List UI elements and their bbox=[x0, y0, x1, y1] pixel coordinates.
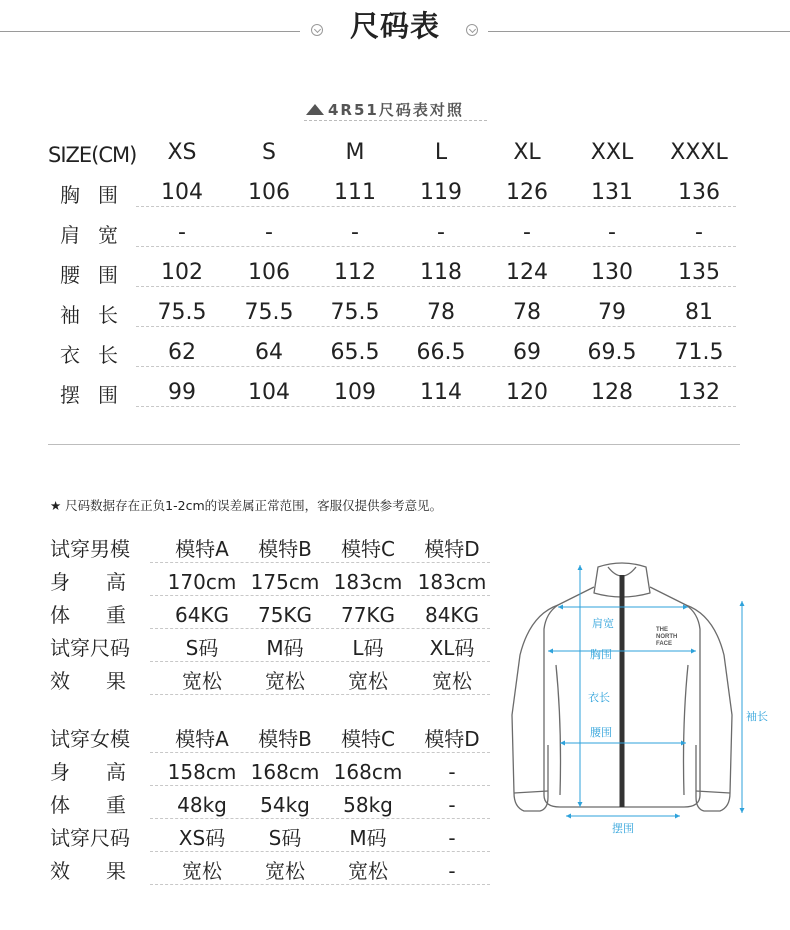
size-corner-label: SIZE(CM) bbox=[48, 143, 137, 167]
size-row-label: 衣长 bbox=[60, 343, 136, 367]
model-column: 模特D bbox=[424, 727, 480, 751]
row-divider bbox=[136, 206, 736, 207]
size-cell: 104 bbox=[161, 180, 203, 205]
row-divider bbox=[150, 752, 490, 753]
model-cell: S码 bbox=[268, 826, 302, 850]
model-cell: 宽松 bbox=[265, 859, 305, 883]
row-divider bbox=[136, 366, 736, 367]
diagram-label-waist: 腰围 bbox=[590, 726, 612, 739]
size-cell: 131 bbox=[591, 180, 633, 205]
subtitle-text: 4R51尺码表对照 bbox=[328, 101, 464, 119]
model-cell: 183cm bbox=[417, 570, 487, 594]
model-cell: L码 bbox=[352, 636, 384, 660]
size-header: XS bbox=[167, 140, 197, 165]
row-divider bbox=[150, 661, 490, 662]
size-cell: - bbox=[265, 220, 273, 245]
size-cell: 109 bbox=[334, 380, 376, 405]
diagram-label-sleeve: 袖长 bbox=[746, 710, 768, 723]
model-column: 模特C bbox=[341, 537, 395, 561]
size-cell: - bbox=[523, 220, 531, 245]
size-cell: 79 bbox=[598, 300, 626, 325]
subtitle-underline bbox=[304, 120, 487, 121]
model-cell: 183cm bbox=[333, 570, 403, 594]
model-cell: 170cm bbox=[167, 570, 237, 594]
model-cell: - bbox=[448, 760, 456, 784]
row-divider bbox=[136, 246, 736, 247]
size-cell: - bbox=[178, 220, 186, 245]
model-cell: - bbox=[448, 826, 456, 850]
diagram-label-length: 衣长 bbox=[588, 691, 610, 704]
model-column: 模特D bbox=[424, 537, 480, 561]
row-divider bbox=[150, 818, 490, 819]
model-cell: 168cm bbox=[250, 760, 320, 784]
size-cell: 69.5 bbox=[587, 340, 637, 365]
size-cell: 64 bbox=[255, 340, 283, 365]
model-cell: 168cm bbox=[333, 760, 403, 784]
size-header: M bbox=[345, 140, 365, 165]
size-row-label: 腰围 bbox=[60, 263, 136, 287]
size-cell: 78 bbox=[427, 300, 455, 325]
header-line-right bbox=[488, 31, 790, 32]
row-divider bbox=[150, 884, 490, 885]
model-column: 模特B bbox=[258, 537, 312, 561]
model-cell: S码 bbox=[185, 636, 219, 660]
model-cell: 77KG bbox=[340, 603, 396, 627]
model-row-label: 身高 bbox=[50, 760, 162, 784]
model-row-label: 试穿尺码 bbox=[50, 826, 130, 850]
row-divider bbox=[150, 851, 490, 852]
model-row-label: 效果 bbox=[50, 859, 162, 883]
model-row-label: 试穿尺码 bbox=[50, 636, 130, 660]
size-cell: 130 bbox=[591, 260, 633, 285]
model-cell: M码 bbox=[266, 636, 304, 660]
model-column: 模特A bbox=[175, 727, 229, 751]
size-cell: 111 bbox=[334, 180, 376, 205]
model-cell: 158cm bbox=[167, 760, 237, 784]
size-row-label: 袖长 bbox=[60, 303, 136, 327]
row-divider bbox=[136, 286, 736, 287]
size-cell: 126 bbox=[506, 180, 548, 205]
model-cell: 54kg bbox=[260, 793, 310, 817]
model-row-label: 身高 bbox=[50, 570, 162, 594]
size-cell: 106 bbox=[248, 260, 290, 285]
model-column: 模特A bbox=[175, 537, 229, 561]
size-cell: 118 bbox=[420, 260, 462, 285]
row-divider bbox=[136, 326, 736, 327]
section-divider bbox=[48, 444, 740, 445]
row-divider bbox=[136, 406, 736, 407]
size-cell: 65.5 bbox=[330, 340, 380, 365]
model-row-label: 体重 bbox=[50, 793, 162, 817]
mountain-icon bbox=[306, 104, 324, 115]
size-cell: - bbox=[695, 220, 703, 245]
model-cell: XL码 bbox=[429, 636, 475, 660]
size-cell: 119 bbox=[420, 180, 462, 205]
size-cell: - bbox=[608, 220, 616, 245]
size-cell: 75.5 bbox=[330, 300, 380, 325]
model-header: 试穿男模 bbox=[50, 537, 130, 561]
model-column: 模特C bbox=[341, 727, 395, 751]
size-cell: 128 bbox=[591, 380, 633, 405]
model-cell: XS码 bbox=[178, 826, 226, 850]
row-divider bbox=[150, 694, 490, 695]
size-cell: 69 bbox=[513, 340, 541, 365]
model-cell: 宽松 bbox=[182, 669, 222, 693]
size-header: L bbox=[434, 140, 448, 165]
diagram-label-shoulder: 肩宽 bbox=[592, 617, 614, 630]
row-divider bbox=[150, 628, 490, 629]
model-cell: 48kg bbox=[177, 793, 227, 817]
chevron-down-icon bbox=[466, 24, 478, 36]
model-column: 模特B bbox=[258, 727, 312, 751]
model-cell: - bbox=[448, 859, 456, 883]
diagram-label-hem: 摆围 bbox=[612, 822, 634, 835]
size-row-label: 摆围 bbox=[60, 383, 136, 407]
model-cell: 58kg bbox=[343, 793, 393, 817]
model-cell: M码 bbox=[349, 826, 387, 850]
size-cell: 114 bbox=[420, 380, 462, 405]
size-cell: 135 bbox=[678, 260, 720, 285]
size-cell: 112 bbox=[334, 260, 376, 285]
row-divider bbox=[150, 785, 490, 786]
svg-text:FACE: FACE bbox=[656, 641, 673, 647]
model-cell: - bbox=[448, 793, 456, 817]
size-row-label: 肩宽 bbox=[60, 223, 136, 247]
subtitle bbox=[306, 99, 464, 120]
model-cell: 宽松 bbox=[182, 859, 222, 883]
size-cell: 78 bbox=[513, 300, 541, 325]
size-header: S bbox=[262, 140, 276, 165]
model-cell: 宽松 bbox=[432, 669, 472, 693]
size-cell: 71.5 bbox=[674, 340, 724, 365]
diagram-label-chest: 胸围 bbox=[590, 648, 612, 661]
size-cell: 124 bbox=[506, 260, 548, 285]
size-cell: 104 bbox=[248, 380, 290, 405]
model-cell: 宽松 bbox=[348, 859, 388, 883]
disclaimer-note: ★ 尺码数据存在正负1-2cm的误差属正常范围，客服仅提供参考意见。 bbox=[50, 498, 443, 513]
row-divider bbox=[150, 595, 490, 596]
size-cell: 75.5 bbox=[244, 300, 294, 325]
size-cell: 106 bbox=[248, 180, 290, 205]
size-cell: 102 bbox=[161, 260, 203, 285]
jacket-left-sleeve bbox=[512, 605, 558, 811]
size-cell: 136 bbox=[678, 180, 720, 205]
size-cell: 66.5 bbox=[416, 340, 466, 365]
size-header: XXXL bbox=[670, 140, 728, 165]
size-cell: - bbox=[351, 220, 359, 245]
size-cell: 75.5 bbox=[157, 300, 207, 325]
model-cell: 64KG bbox=[174, 603, 230, 627]
size-cell: 99 bbox=[168, 380, 196, 405]
model-cell: 75KG bbox=[257, 603, 313, 627]
size-header: XXL bbox=[590, 140, 634, 165]
size-row-label: 胸围 bbox=[60, 183, 136, 207]
model-cell: 宽松 bbox=[265, 669, 305, 693]
model-cell: 84KG bbox=[424, 603, 480, 627]
brand-logo-text: THE bbox=[656, 627, 668, 633]
model-row-label: 效果 bbox=[50, 669, 162, 693]
jacket-right-sleeve bbox=[686, 605, 732, 811]
size-cell: 132 bbox=[678, 380, 720, 405]
jacket-diagram bbox=[500, 545, 790, 845]
model-header: 试穿女模 bbox=[50, 727, 130, 751]
size-cell: 62 bbox=[168, 340, 196, 365]
page-title: 尺码表 bbox=[349, 9, 440, 43]
model-cell: 宽松 bbox=[348, 669, 388, 693]
row-divider bbox=[150, 562, 490, 563]
model-row-label: 体重 bbox=[50, 603, 162, 627]
size-cell: 81 bbox=[685, 300, 713, 325]
size-header: XL bbox=[513, 140, 541, 165]
size-cell: 120 bbox=[506, 380, 548, 405]
model-cell: 175cm bbox=[250, 570, 320, 594]
size-cell: - bbox=[437, 220, 445, 245]
svg-text:NORTH: NORTH bbox=[656, 634, 678, 640]
